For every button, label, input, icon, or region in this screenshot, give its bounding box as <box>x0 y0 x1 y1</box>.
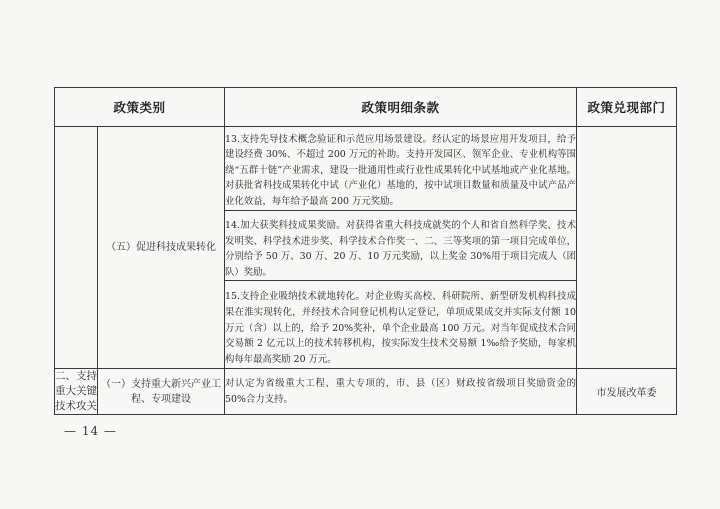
header-policy-details: 政策明细条款 <box>225 88 577 127</box>
subcategory-cell: （一）支持重大新兴产业工程、专项建设 <box>98 369 225 415</box>
detail-cell: 13.支持先导技术概念验证和示范应用场景建设。经认定的场景应用开发项目，给予建设经费 30%、不超过 200 万元的补助。支持开发园区、领军企业、专业机构等围绕“五群十链”产业需求，建设一批通用性或行业性成果转化中试基地或产业化基地。对获批省科技成果转化中试（产业化）基地的，按中试项目数量和质量及中试产品产业化效益，每年给予最高 200 万元奖励。 <box>225 127 577 211</box>
detail-cell: 对认定为省级重大工程、重大专项的，市、县（区）财政按省级项目奖励资金的 50%合力支持。 <box>225 369 577 415</box>
table-header-row <box>55 88 677 127</box>
page-number: — 14 — <box>64 424 117 438</box>
department-cell: 市发展改革委 <box>577 369 677 415</box>
header-policy-category: 政策类别 <box>55 88 225 127</box>
category-cell: 二、支持重大关键技术攻关 <box>55 369 98 415</box>
table-row <box>55 127 677 211</box>
subcategory-cell: （五）促进科技成果转化 <box>98 127 225 369</box>
policy-table <box>54 87 677 415</box>
department-cell-empty <box>577 127 677 369</box>
header-policy-department: 政策兑现部门 <box>577 88 677 127</box>
detail-cell: 15.支持企业吸纳技术就地转化。对企业购买高校、科研院所、新型研发机构科技成果在淮实现转化，并经技术合同登记机构认定登记，单项成果成交并实际支付额 10 万元（含）以上的，给予 20%奖补，单个企业最高 100 万元。对当年促成技术合同交易额 2 亿元以上的技术转移机构，按实际发生技术交易额 1‰给予奖励，每家机构每年最高奖励 20 万元。 <box>225 281 577 369</box>
detail-cell: 14.加大获奖科技成果奖励。对获得省重大科技成就奖的个人和省自然科学奖、技术发明奖、科学技术进步奖、科学技术合作奖一、二、三等奖项的第一项目完成单位，分别给予 50 万、30 万、20 万、10 万元奖励，以上奖金 30%用于项目完成人（团队）奖励。 <box>225 211 577 281</box>
table-row <box>55 369 677 415</box>
category-cell-empty <box>55 127 98 369</box>
